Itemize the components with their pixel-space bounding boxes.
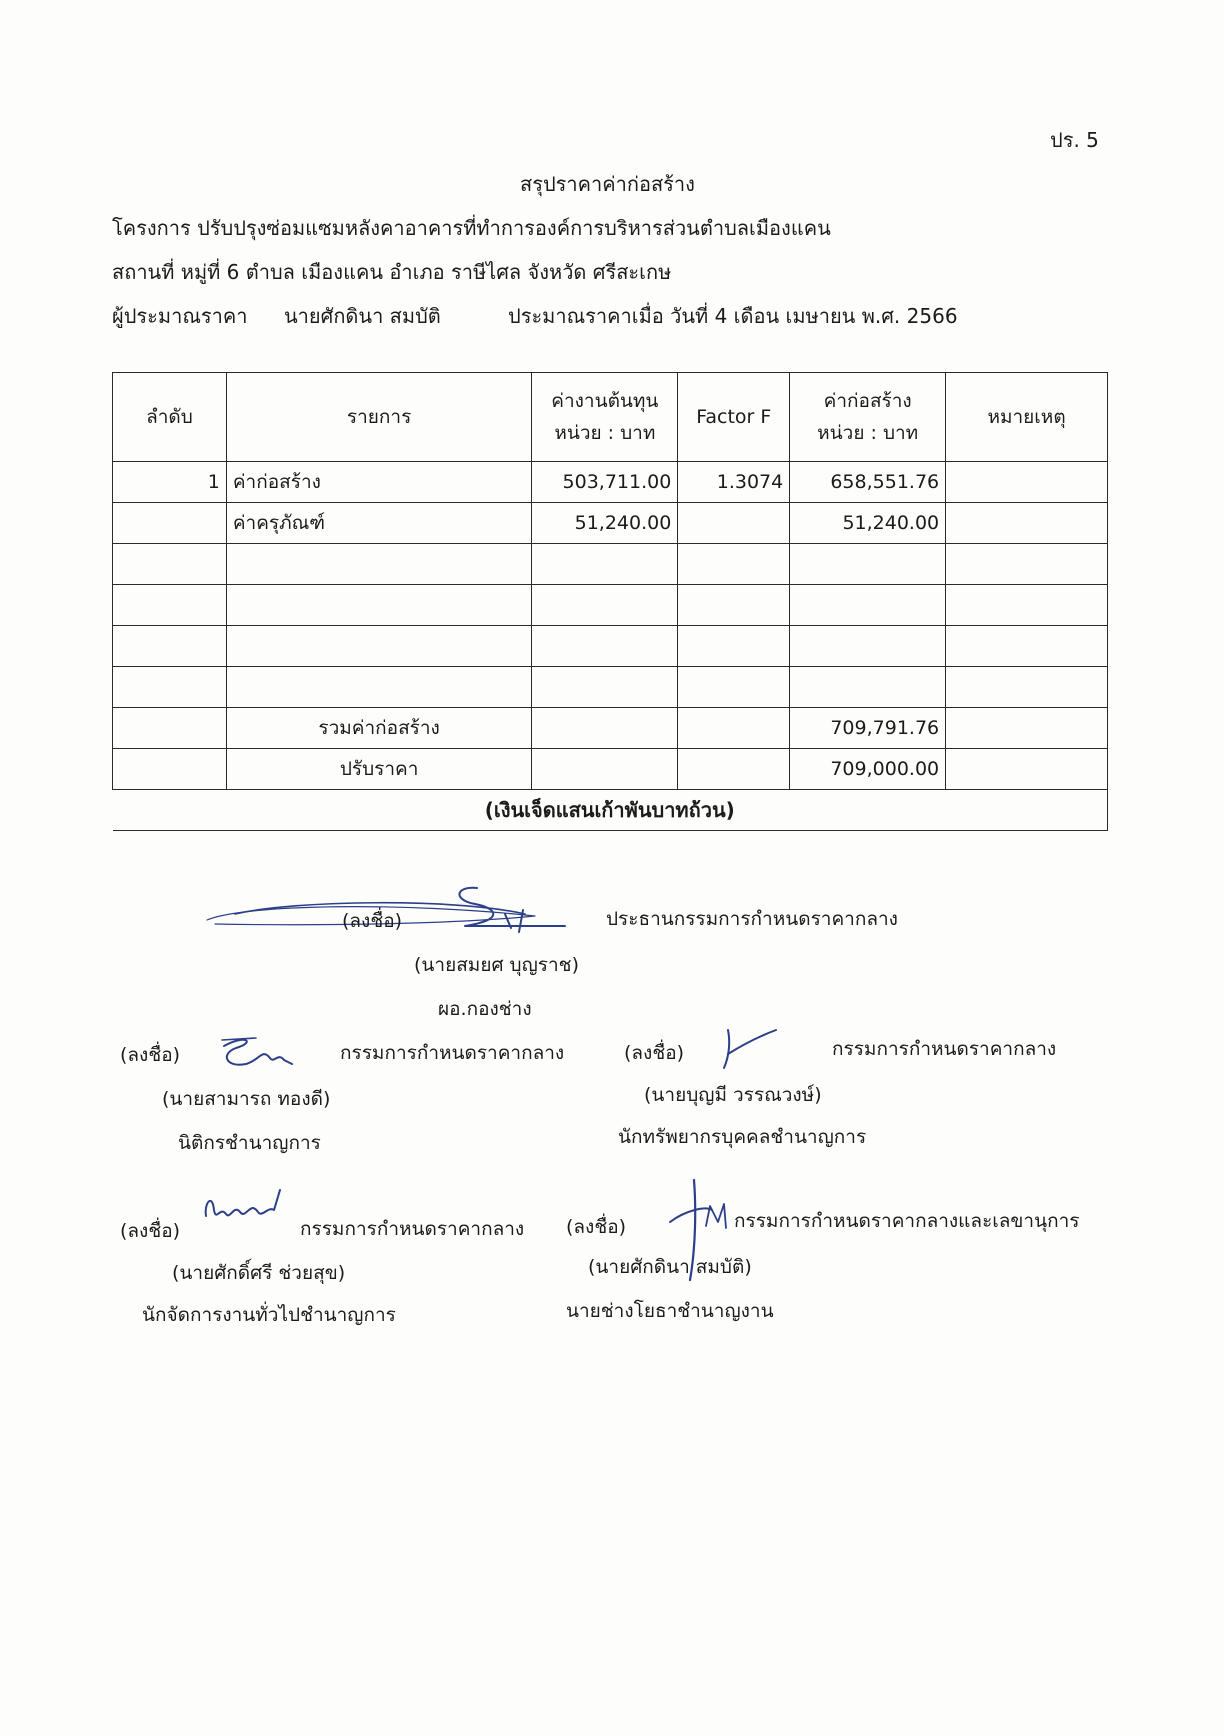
adjusted-row [113,749,1108,790]
member2-signature [714,1024,784,1074]
cell-blank [678,749,790,790]
cell-blank [113,708,227,749]
cell-item [226,626,532,667]
cell-factor [678,585,790,626]
estimate-date: ประมาณราคาเมื่อ วันที่ 4 เดือน เมษายน พ.ศ. 2566 [508,304,958,328]
cell-blank [946,708,1108,749]
cell-construction [790,544,946,585]
cell-remark [946,544,1108,585]
table-row [113,626,1108,667]
member2-role: กรรมการกำหนดราคากลาง [832,1038,1057,1060]
cell-blank [946,749,1108,790]
member1-name: (นายสามารถ ทองดี) [162,1088,331,1110]
member1-role: กรรมการกำหนดราคากลาง [340,1042,565,1064]
member4-role: กรรมการกำหนดราคากลางและเลขานุการ [734,1210,1080,1232]
member3-name: (นายศักดิ์ศรี ช่วยสุข) [172,1262,346,1284]
cell-item [226,585,532,626]
member1-signature [216,1034,296,1074]
cell-blank [532,749,678,790]
cell-cost [532,544,678,585]
member4-name: (นายศักดินา สมบัติ) [588,1256,752,1278]
header-item: รายการ [226,373,532,462]
cell-item: ค่าครุภัณฑ์ [226,503,532,544]
member3-role: กรรมการกำหนดราคากลาง [300,1218,525,1240]
cost-summary-table [112,372,1108,831]
header-seq: ลำดับ [113,373,227,462]
cell-factor [678,626,790,667]
total-row [113,708,1108,749]
member2-position: นักทรัพยากรบุคคลชำนาญการ [618,1126,867,1148]
table-header-row [113,373,1108,462]
header-cost-line1: ค่างานต้นทุน [551,390,659,412]
header-construction [790,373,946,462]
cell-remark [946,585,1108,626]
header-construction-line2: หน่วย : บาท [817,422,919,444]
chairman-role: ประธานกรรมการกำหนดราคากลาง [606,908,898,930]
cell-item [226,667,532,708]
cell-cost [532,626,678,667]
header-construction-line1: ค่าก่อสร้าง [823,390,912,412]
cell-construction [790,667,946,708]
cell-construction [790,626,946,667]
page-title: สรุปราคาค่าก่อสร้าง [520,172,695,196]
cell-cost [532,667,678,708]
cell-seq [113,667,227,708]
cell-factor [678,667,790,708]
cell-construction [790,585,946,626]
table-row [113,585,1108,626]
adjusted-value: 709,000.00 [790,749,946,790]
cell-blank [113,749,227,790]
cell-factor: 1.3074 [678,462,790,503]
cell-factor [678,503,790,544]
member3-sign-label: (ลงชื่อ) [120,1220,181,1242]
cell-seq: 1 [113,462,227,503]
total-label: รวมค่าก่อสร้าง [226,708,532,749]
cell-blank [532,708,678,749]
member2-name: (นายบุญมี วรรณวงษ์) [644,1084,822,1106]
cell-remark [946,503,1108,544]
cell-cost [532,585,678,626]
location-line: สถานที่ หมู่ที่ 6 ตำบล เมืองแคน อำเภอ ราษีไศล จังหวัด ศรีสะเกษ [112,260,672,284]
cell-item: ค่าก่อสร้าง [226,462,532,503]
adjusted-label: ปรับราคา [226,749,532,790]
cell-construction: 658,551.76 [790,462,946,503]
total-value: 709,791.76 [790,708,946,749]
cell-seq [113,585,227,626]
table-row [113,544,1108,585]
cell-remark [946,667,1108,708]
chairman-position: ผอ.กองช่าง [438,998,532,1020]
member1-position: นิติกรชำนาญการ [178,1132,321,1154]
cell-factor [678,544,790,585]
page-code: ปร. 5 [1050,128,1099,152]
header-cost-line2: หน่วย : บาท [554,422,656,444]
header-cost [532,373,678,462]
member4-sign-label: (ลงชื่อ) [566,1216,627,1238]
member4-position: นายช่างโยธาชำนาญงาน [566,1300,774,1322]
member3-signature [200,1186,290,1236]
cell-seq [113,544,227,585]
header-factor: Factor F [678,373,790,462]
chairman-sign-label: (ลงชื่อ) [342,910,403,932]
cell-remark [946,626,1108,667]
cell-construction: 51,240.00 [790,503,946,544]
table-row [113,667,1108,708]
cell-blank [678,708,790,749]
amount-in-words: (เงินเจ็ดแสนเก้าพันบาทถ้วน) [113,790,1108,831]
cell-seq [113,503,227,544]
table-row [113,503,1108,544]
cell-remark [946,462,1108,503]
chairman-name: (นายสมยศ บุญราช) [414,954,579,976]
estimator-label: ผู้ประมาณราคา [112,304,248,328]
cell-cost: 51,240.00 [532,503,678,544]
cell-item [226,544,532,585]
amount-words-row [113,790,1108,831]
member3-position: นักจัดการงานทั่วไปชำนาญการ [142,1304,396,1326]
project-line: โครงการ ปรับปรุงซ่อมแซมหลังคาอาคารที่ทำการองค์การบริหารส่วนตำบลเมืองแคน [112,216,831,240]
estimator-name: นายศักดินา สมบัติ [284,304,441,328]
table-row [113,462,1108,503]
cell-cost: 503,711.00 [532,462,678,503]
cell-seq [113,626,227,667]
member1-sign-label: (ลงชื่อ) [120,1044,181,1066]
header-remark: หมายเหตุ [946,373,1108,462]
member2-sign-label: (ลงชื่อ) [624,1042,685,1064]
